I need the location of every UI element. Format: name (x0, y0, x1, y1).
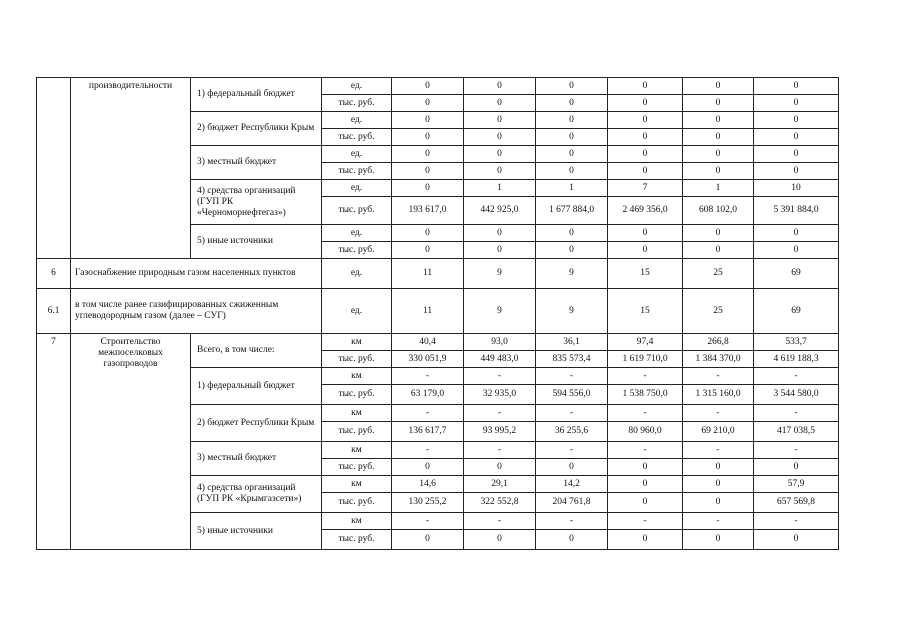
value-cell: - (392, 442, 464, 459)
value-cell: 0 (608, 493, 683, 513)
value-cell: 93 995,2 (464, 422, 536, 442)
unit-cell: тыс. руб. (322, 530, 392, 550)
total-cell: 0 (754, 242, 839, 259)
row-name: в том числе ранее газифицированных сжиженным углеводородным газом (далее – СУГ) (71, 289, 322, 334)
value-cell: 0 (608, 112, 683, 129)
value-cell: - (608, 513, 683, 530)
total-cell: 5 391 884,0 (754, 197, 839, 225)
value-cell: - (392, 405, 464, 422)
value-cell: 0 (608, 225, 683, 242)
value-cell: 0 (608, 78, 683, 95)
value-cell: 0 (392, 163, 464, 180)
funding-source: Всего, в том числе: (191, 334, 322, 368)
value-cell: 0 (392, 112, 464, 129)
value-cell: 0 (536, 78, 608, 95)
unit-cell: ед. (322, 289, 392, 334)
total-cell: - (754, 368, 839, 385)
total-cell: 0 (754, 530, 839, 550)
value-cell: 0 (683, 95, 754, 112)
value-cell: 0 (536, 112, 608, 129)
total-cell: 0 (754, 78, 839, 95)
funding-source: 4) средства организаций (ГУП РК «Крымгазсети») (191, 476, 322, 513)
value-cell: 0 (608, 476, 683, 493)
value-cell: 32 935,0 (464, 385, 536, 405)
funding-source: 2) бюджет Республики Крым (191, 112, 322, 146)
unit-cell: км (322, 513, 392, 530)
value-cell: 204 761,8 (536, 493, 608, 513)
unit-cell: тыс. руб. (322, 493, 392, 513)
value-cell: 0 (608, 530, 683, 550)
value-cell: 0 (464, 459, 536, 476)
value-cell: 0 (392, 78, 464, 95)
unit-cell: тыс. руб. (322, 163, 392, 180)
funding-source: 5) иные источники (191, 225, 322, 259)
unit-cell: ед. (322, 78, 392, 95)
funding-source: 3) местный бюджет (191, 442, 322, 476)
value-cell: 0 (464, 129, 536, 146)
unit-cell: тыс. руб. (322, 129, 392, 146)
value-cell: 9 (536, 259, 608, 289)
value-cell: 0 (392, 225, 464, 242)
value-cell: 1 619 710,0 (608, 351, 683, 368)
row-number: 6.1 (37, 289, 71, 334)
total-cell: 69 (754, 259, 839, 289)
value-cell: 0 (536, 163, 608, 180)
value-cell: 449 483,0 (464, 351, 536, 368)
value-cell: 0 (392, 129, 464, 146)
unit-cell: тыс. руб. (322, 422, 392, 442)
total-cell: 10 (754, 180, 839, 197)
value-cell: 0 (464, 95, 536, 112)
unit-cell: ед. (322, 259, 392, 289)
value-cell: 93,0 (464, 334, 536, 351)
value-cell: 7 (608, 180, 683, 197)
value-cell: 130 255,2 (392, 493, 464, 513)
unit-cell: тыс. руб. (322, 242, 392, 259)
value-cell: 1 (464, 180, 536, 197)
total-cell: 57,9 (754, 476, 839, 493)
funding-source: 1) федеральный бюджет (191, 368, 322, 405)
value-cell: 0 (464, 78, 536, 95)
value-cell: 0 (392, 459, 464, 476)
row-number: 7 (37, 334, 71, 550)
total-cell: 533,7 (754, 334, 839, 351)
value-cell: 322 552,8 (464, 493, 536, 513)
value-cell: 9 (464, 289, 536, 334)
value-cell: 0 (464, 146, 536, 163)
value-cell: 0 (536, 146, 608, 163)
total-cell: 4 619 188,3 (754, 351, 839, 368)
value-cell: 0 (392, 95, 464, 112)
value-cell: - (536, 442, 608, 459)
row-number (37, 78, 71, 259)
value-cell: 1 384 370,0 (683, 351, 754, 368)
value-cell: 0 (683, 493, 754, 513)
value-cell: - (536, 368, 608, 385)
value-cell: 0 (608, 242, 683, 259)
row-number: 6 (37, 259, 71, 289)
total-cell: 0 (754, 163, 839, 180)
total-cell: 3 544 580,0 (754, 385, 839, 405)
table-row (37, 78, 839, 95)
value-cell: 0 (536, 242, 608, 259)
value-cell: 0 (683, 476, 754, 493)
value-cell: 80 960,0 (608, 422, 683, 442)
total-cell: - (754, 442, 839, 459)
value-cell: 442 925,0 (464, 197, 536, 225)
total-cell: - (754, 513, 839, 530)
value-cell: 40,4 (392, 334, 464, 351)
value-cell: 0 (392, 242, 464, 259)
unit-cell: тыс. руб. (322, 197, 392, 225)
value-cell: 0 (536, 225, 608, 242)
value-cell: - (392, 368, 464, 385)
total-cell: 0 (754, 146, 839, 163)
table-row (37, 259, 839, 289)
value-cell: - (536, 405, 608, 422)
value-cell: 0 (464, 225, 536, 242)
value-cell: 193 617,0 (392, 197, 464, 225)
value-cell: 0 (608, 129, 683, 146)
unit-cell: ед. (322, 225, 392, 242)
funding-source: 3) местный бюджет (191, 146, 322, 180)
value-cell: 330 051,9 (392, 351, 464, 368)
total-cell: 0 (754, 225, 839, 242)
total-cell: 0 (754, 129, 839, 146)
value-cell: 14,6 (392, 476, 464, 493)
value-cell: 0 (683, 163, 754, 180)
value-cell: 608 102,0 (683, 197, 754, 225)
value-cell: 0 (683, 459, 754, 476)
value-cell: 0 (683, 78, 754, 95)
value-cell: 25 (683, 289, 754, 334)
value-cell: 0 (464, 163, 536, 180)
value-cell: 136 617,7 (392, 422, 464, 442)
value-cell: 11 (392, 259, 464, 289)
value-cell: 1 (683, 180, 754, 197)
value-cell: 1 (536, 180, 608, 197)
unit-cell: тыс. руб. (322, 459, 392, 476)
value-cell: 0 (536, 459, 608, 476)
funding-source: 5) иные источники (191, 513, 322, 550)
unit-cell: тыс. руб. (322, 385, 392, 405)
value-cell: 0 (392, 146, 464, 163)
value-cell: 29,1 (464, 476, 536, 493)
total-cell: 657 569,8 (754, 493, 839, 513)
value-cell: 36 255,6 (536, 422, 608, 442)
value-cell: 0 (536, 129, 608, 146)
total-cell: 69 (754, 289, 839, 334)
value-cell: - (464, 513, 536, 530)
value-cell: 0 (536, 530, 608, 550)
unit-cell: ед. (322, 112, 392, 129)
value-cell: 266,8 (683, 334, 754, 351)
value-cell: 0 (683, 242, 754, 259)
unit-cell: км (322, 405, 392, 422)
funding-source: 1) федеральный бюджет (191, 78, 322, 112)
value-cell: 15 (608, 259, 683, 289)
value-cell: 11 (392, 289, 464, 334)
value-cell: 15 (608, 289, 683, 334)
value-cell: 0 (683, 129, 754, 146)
data-table (36, 77, 839, 550)
value-cell: 835 573,4 (536, 351, 608, 368)
value-cell: 594 556,0 (536, 385, 608, 405)
row-name: производительности (71, 78, 191, 259)
value-cell: 0 (683, 146, 754, 163)
value-cell: 9 (536, 289, 608, 334)
value-cell: 0 (464, 242, 536, 259)
value-cell: 0 (608, 146, 683, 163)
total-cell: 417 038,5 (754, 422, 839, 442)
funding-source: 4) средства организаций (ГУП РК «Черноморнефтегаз») (191, 180, 322, 225)
unit-cell: км (322, 442, 392, 459)
value-cell: - (683, 368, 754, 385)
value-cell: 36,1 (536, 334, 608, 351)
value-cell: - (683, 513, 754, 530)
row-name: Строительство межпоселковых газопроводов (71, 334, 191, 550)
value-cell: 1 677 884,0 (536, 197, 608, 225)
unit-cell: тыс. руб. (322, 351, 392, 368)
value-cell: 1 315 160,0 (683, 385, 754, 405)
total-cell: 0 (754, 95, 839, 112)
value-cell: 0 (683, 530, 754, 550)
value-cell: - (608, 368, 683, 385)
value-cell: - (464, 442, 536, 459)
value-cell: - (536, 513, 608, 530)
value-cell: 1 538 750,0 (608, 385, 683, 405)
value-cell: 0 (608, 163, 683, 180)
value-cell: 97,4 (608, 334, 683, 351)
value-cell: 0 (536, 95, 608, 112)
value-cell: 0 (683, 112, 754, 129)
value-cell: - (464, 368, 536, 385)
unit-cell: км (322, 476, 392, 493)
value-cell: - (608, 405, 683, 422)
value-cell: 0 (392, 180, 464, 197)
value-cell: - (608, 442, 683, 459)
total-cell: 0 (754, 112, 839, 129)
table-row (37, 334, 839, 351)
value-cell: 9 (464, 259, 536, 289)
value-cell: 2 469 356,0 (608, 197, 683, 225)
value-cell: 0 (683, 225, 754, 242)
value-cell: 0 (464, 530, 536, 550)
value-cell: - (683, 442, 754, 459)
table-row (37, 289, 839, 334)
value-cell: 69 210,0 (683, 422, 754, 442)
row-name: Газоснабжение природным газом населенных пунктов (71, 259, 322, 289)
value-cell: - (392, 513, 464, 530)
unit-cell: ед. (322, 146, 392, 163)
value-cell: 63 179,0 (392, 385, 464, 405)
value-cell: 0 (464, 112, 536, 129)
unit-cell: км (322, 334, 392, 351)
value-cell: 0 (392, 530, 464, 550)
unit-cell: тыс. руб. (322, 95, 392, 112)
unit-cell: км (322, 368, 392, 385)
value-cell: 14,2 (536, 476, 608, 493)
value-cell: 25 (683, 259, 754, 289)
unit-cell: ед. (322, 180, 392, 197)
value-cell: 0 (608, 95, 683, 112)
value-cell: - (464, 405, 536, 422)
value-cell: 0 (608, 459, 683, 476)
value-cell: - (683, 405, 754, 422)
total-cell: 0 (754, 459, 839, 476)
funding-source: 2) бюджет Республики Крым (191, 405, 322, 442)
total-cell: - (754, 405, 839, 422)
